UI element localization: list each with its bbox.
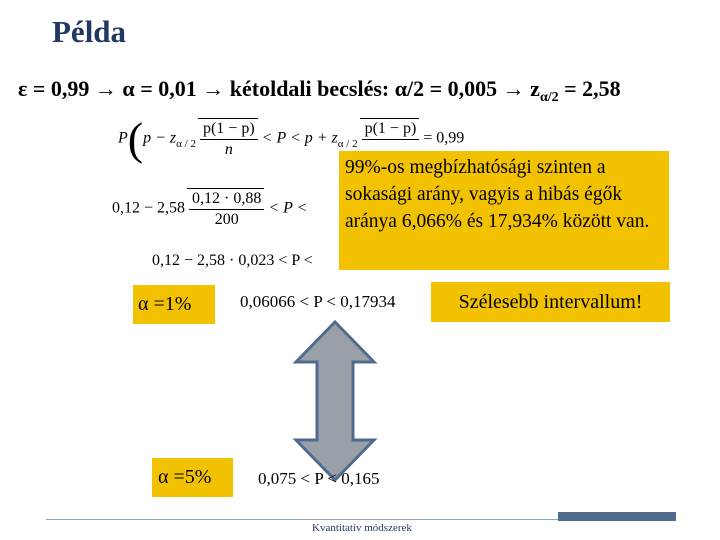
formula2-lead: 0,12 − 2,58: [112, 199, 186, 217]
subtitle-part-2: = 2,58: [558, 76, 621, 101]
formula2-tail: < P <: [268, 199, 308, 217]
formula-left: p − z: [143, 129, 177, 147]
wider-interval-label: Szélesebb intervallum!: [431, 282, 670, 322]
formula-tail: = 0,99: [423, 129, 465, 147]
formula-computed: 0,12 − 2,58 · 0,023 < P <: [152, 252, 313, 269]
formula-sub1: α / 2: [176, 137, 196, 150]
alpha-5-label: α =5%: [152, 458, 233, 497]
subtitle-part-1: ε = 0,99 → α = 0,01 → kétoldali becslés: α/2 = 0,005 → z: [18, 76, 540, 101]
result-alpha-1: 0,06066 < P < 0,17934: [240, 292, 396, 311]
sqrt-3: [187, 188, 264, 230]
subtitle-subscript: α/2: [539, 90, 559, 105]
slide-title: Példa: [52, 14, 127, 49]
result-alpha-5: 0,075 < P < 0,165: [258, 469, 380, 488]
frac-1: [200, 119, 258, 160]
formula-sub2: α / 2: [337, 137, 358, 150]
frac-1-num: p(1 − p): [200, 119, 258, 140]
frac-3-num: 0,12 · 0,88: [189, 189, 264, 210]
subtitle-line: [18, 76, 621, 106]
frac-2-num: p(1 − p): [362, 119, 420, 140]
frac-1-den: n: [224, 141, 233, 158]
footer-accent-bar: [558, 512, 676, 521]
formula-substituted: [112, 188, 307, 230]
formula-p: P: [118, 129, 128, 147]
sqrt-1: [198, 118, 258, 160]
alpha-1-label: α =1%: [133, 285, 215, 324]
paren-open: (: [127, 113, 144, 164]
callout-box: 99%-os megbízhatósági szinten a sokasági arány, vagyis a hibás égők aránya 6,066% és 17,934% között van.: [339, 151, 669, 270]
double-arrow-icon: [290, 318, 380, 484]
frac-3: [189, 189, 264, 230]
footer-text: Kvantitatív módszerek: [312, 522, 412, 534]
frac-3-den: 200: [214, 211, 239, 228]
formula-mid: < P < p + z: [261, 129, 338, 147]
